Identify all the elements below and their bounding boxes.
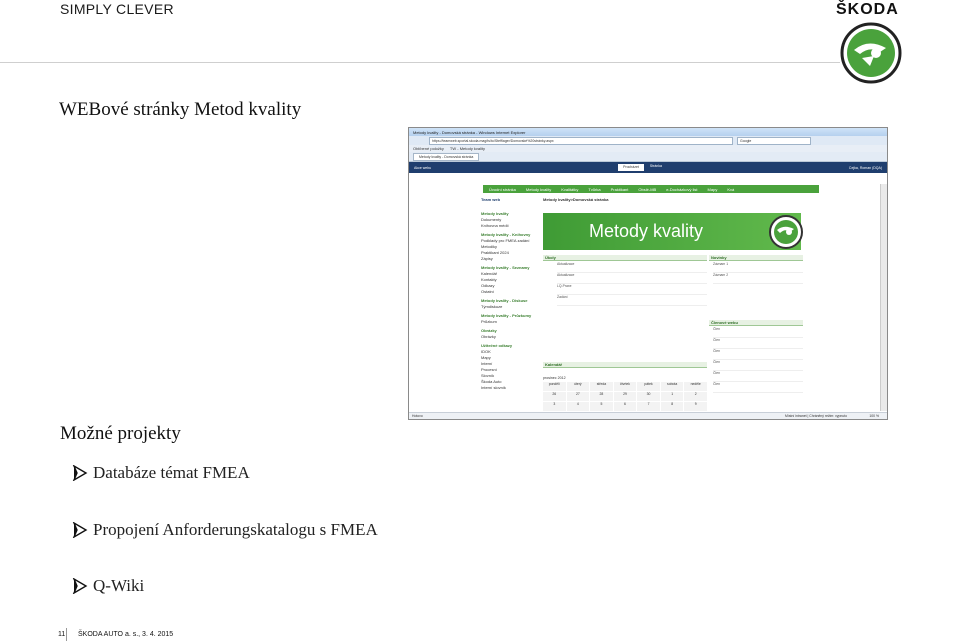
quick-launch-item: Kalendář xyxy=(481,271,498,276)
quick-launch-item: Odkazy xyxy=(481,283,495,288)
arrow-bullet-icon xyxy=(72,522,88,538)
quick-launch-item: Dokumenty xyxy=(481,217,502,222)
quick-launch-item: Zápisy xyxy=(481,256,493,261)
member-row: Člen xyxy=(713,360,803,371)
quick-launch-item: Praktikant 2024 xyxy=(481,250,509,255)
quick-launch-item: Ostatní xyxy=(481,289,494,294)
bullet-text: Q-Wiki xyxy=(93,576,145,595)
quick-launch-item: Podklady pro FMEA zadání xyxy=(481,238,530,243)
status-left: Hotovo xyxy=(412,414,423,418)
brand-wordmark: ŠKODA xyxy=(836,1,899,18)
calendar-day: neděle xyxy=(684,382,707,391)
nav-item: Tvůrka xyxy=(588,186,601,192)
news-list xyxy=(713,262,803,284)
calendar-day: pátek xyxy=(637,382,660,391)
calendar-cell: 7 xyxy=(637,402,660,411)
calendar xyxy=(543,376,707,416)
bullet-text: Databáze témat FMEA xyxy=(93,463,250,482)
search-field: Google xyxy=(737,137,811,145)
calendar-cell: 29 xyxy=(614,392,637,401)
arrow-bullet-icon xyxy=(72,578,88,594)
nav-item: Kvalitátky xyxy=(561,186,579,192)
window-title: Metody kvality - Domovská stránka - Windows Internet Explorer xyxy=(413,129,526,135)
news-row: Záznam 2 xyxy=(713,273,803,284)
bullet-text: Propojení Anforderungskatalogu s FMEA xyxy=(93,520,378,539)
address-bar xyxy=(409,136,887,145)
members-panel-header: Členové webu xyxy=(709,320,803,326)
members-list xyxy=(713,327,803,393)
breadcrumb: Metody kvality>Domovská stránka xyxy=(543,197,609,202)
task-row: Aktualizace xyxy=(557,273,707,284)
nav-item: Obslé-MB xyxy=(638,186,657,192)
favorites-bar xyxy=(409,145,887,152)
calendar-cell: 2 xyxy=(684,392,707,401)
calendar-day: čtvrtek xyxy=(614,382,637,391)
calendar-cell: 1 xyxy=(661,392,684,401)
news-panel-header: Novinky xyxy=(709,255,803,261)
quick-launch-item: Obrázky xyxy=(481,334,496,339)
bullet-item xyxy=(72,576,144,596)
quick-launch-heading: Metody kvality - Průzkumy xyxy=(481,313,532,318)
task-row: LQ-Praxe xyxy=(557,284,707,295)
skoda-logo-icon xyxy=(840,22,902,84)
calendar-day: sobota xyxy=(661,382,684,391)
nav-item: Metody kvality xyxy=(525,186,552,192)
member-row: Člen xyxy=(713,327,803,338)
page-title: WEBové stránky Metod kvality xyxy=(59,99,302,120)
quick-launch-item: IDOK xyxy=(481,349,491,354)
task-row: Aktualizace xyxy=(557,262,707,273)
ribbon-tab-page: Stránka xyxy=(649,164,662,168)
calendar-cell: 30 xyxy=(637,392,660,401)
browser-tab: Metody kvality - Domovská stránka xyxy=(413,153,479,161)
quick-launch-item: Procesní xyxy=(481,367,497,372)
member-row: Člen xyxy=(713,349,803,360)
favorite-item: TW - Metody kvality xyxy=(449,146,486,151)
member-row: Člen xyxy=(713,338,803,349)
news-row: Záznam 1 xyxy=(713,262,803,273)
quick-launch-item: Knihovna médií xyxy=(481,223,509,228)
nav-item: Kvá xyxy=(727,186,735,192)
zoom-level: 100 % xyxy=(869,414,879,418)
nav-item: e-Docházkový list xyxy=(666,186,698,192)
calendar-cell: 28 xyxy=(590,392,613,401)
page-scrollbar xyxy=(880,184,887,411)
calendar-cell: 4 xyxy=(567,402,590,411)
nav-item: Úvodní stránka xyxy=(489,186,516,192)
tasks-list xyxy=(557,262,707,306)
intranet-screenshot xyxy=(408,127,888,420)
quick-launch-heading: Metody kvality xyxy=(481,211,509,216)
calendar-cell: 6 xyxy=(614,402,637,411)
quick-launch-heading: Metody kvality - Knihovny xyxy=(481,232,531,237)
quick-launch xyxy=(481,207,539,390)
calendar-cell: 5 xyxy=(590,402,613,411)
ribbon-tab-browse: Procházet xyxy=(618,164,644,171)
favorites-label: Oblíbené položky xyxy=(413,146,444,151)
section-heading: Možné projekty xyxy=(60,423,181,444)
member-row: Člen xyxy=(713,382,803,393)
quick-launch-item: Škoda Auto xyxy=(481,379,502,384)
quick-launch-item: Slovník xyxy=(481,373,495,378)
nav-item: Praktikant xyxy=(610,186,629,192)
calendar-cell: 8 xyxy=(661,402,684,411)
quick-launch-item: Mapy xyxy=(481,355,491,360)
arrow-bullet-icon xyxy=(72,465,88,481)
calendar-cell: 9 xyxy=(684,402,707,411)
calendar-day: úterý xyxy=(567,382,590,391)
browser-statusbar xyxy=(409,412,887,419)
quick-launch-heading: Obrázky xyxy=(481,328,497,333)
quick-launch-item: Kontakty xyxy=(481,277,497,282)
calendar-cell: 27 xyxy=(567,392,590,401)
nav-item: Mapy xyxy=(707,186,718,192)
ribbon-user: Cejka, Roman (DQA) xyxy=(848,165,882,170)
quick-launch-item: Metodiky xyxy=(481,244,498,249)
site-header: Team web xyxy=(481,197,501,202)
tab-bar xyxy=(409,152,887,162)
slogan: SIMPLY CLEVER xyxy=(60,1,174,17)
task-row: Zadání xyxy=(557,295,707,306)
url-field: https://teamweb.sportal.skoda.mag/ts/to/Stefflager/Domovské%20stránky.aspx xyxy=(429,137,733,145)
quick-launch-item: Interní slovník xyxy=(481,385,506,390)
bullet-item xyxy=(72,520,378,540)
calendar-grid xyxy=(543,382,707,411)
calendar-panel-header: Kalendář xyxy=(543,362,707,368)
quick-launch-heading: Užitečné odkazy xyxy=(481,343,513,348)
footer-company: ŠKODA AUTO a. s., 3. 4. 2015 xyxy=(78,631,174,638)
sharepoint-ribbon xyxy=(409,162,887,173)
site-actions: Akce webu xyxy=(414,165,432,170)
site-banner: Metody kvality xyxy=(543,213,801,250)
browser-titlebar xyxy=(409,128,887,136)
member-row: Člen xyxy=(713,371,803,382)
calendar-cell: 3 xyxy=(543,402,566,411)
quick-launch-item: Interní xyxy=(481,361,493,366)
bullet-item xyxy=(72,463,250,483)
calendar-day: pondělí xyxy=(543,382,566,391)
page-number: 11 xyxy=(58,631,66,638)
footer-divider xyxy=(66,628,67,641)
tasks-panel-header: Úkoly xyxy=(543,255,707,261)
calendar-cell: 26 xyxy=(543,392,566,401)
calendar-day: středa xyxy=(590,382,613,391)
status-right: Místní intranet | Chráněný režim: vypnuto xyxy=(785,414,847,418)
site-nav xyxy=(483,185,819,193)
banner-logo-icon xyxy=(769,215,803,249)
quick-launch-heading: Metody kvality - Seznamy xyxy=(481,265,530,270)
quick-launch-heading: Metody kvality - Diskuse xyxy=(481,298,528,303)
calendar-month: prosinec 2012 xyxy=(543,376,566,380)
quick-launch-item: Týmdiskuze xyxy=(481,304,503,309)
quick-launch-item: Průzkum xyxy=(481,319,497,324)
header-divider xyxy=(0,62,840,63)
